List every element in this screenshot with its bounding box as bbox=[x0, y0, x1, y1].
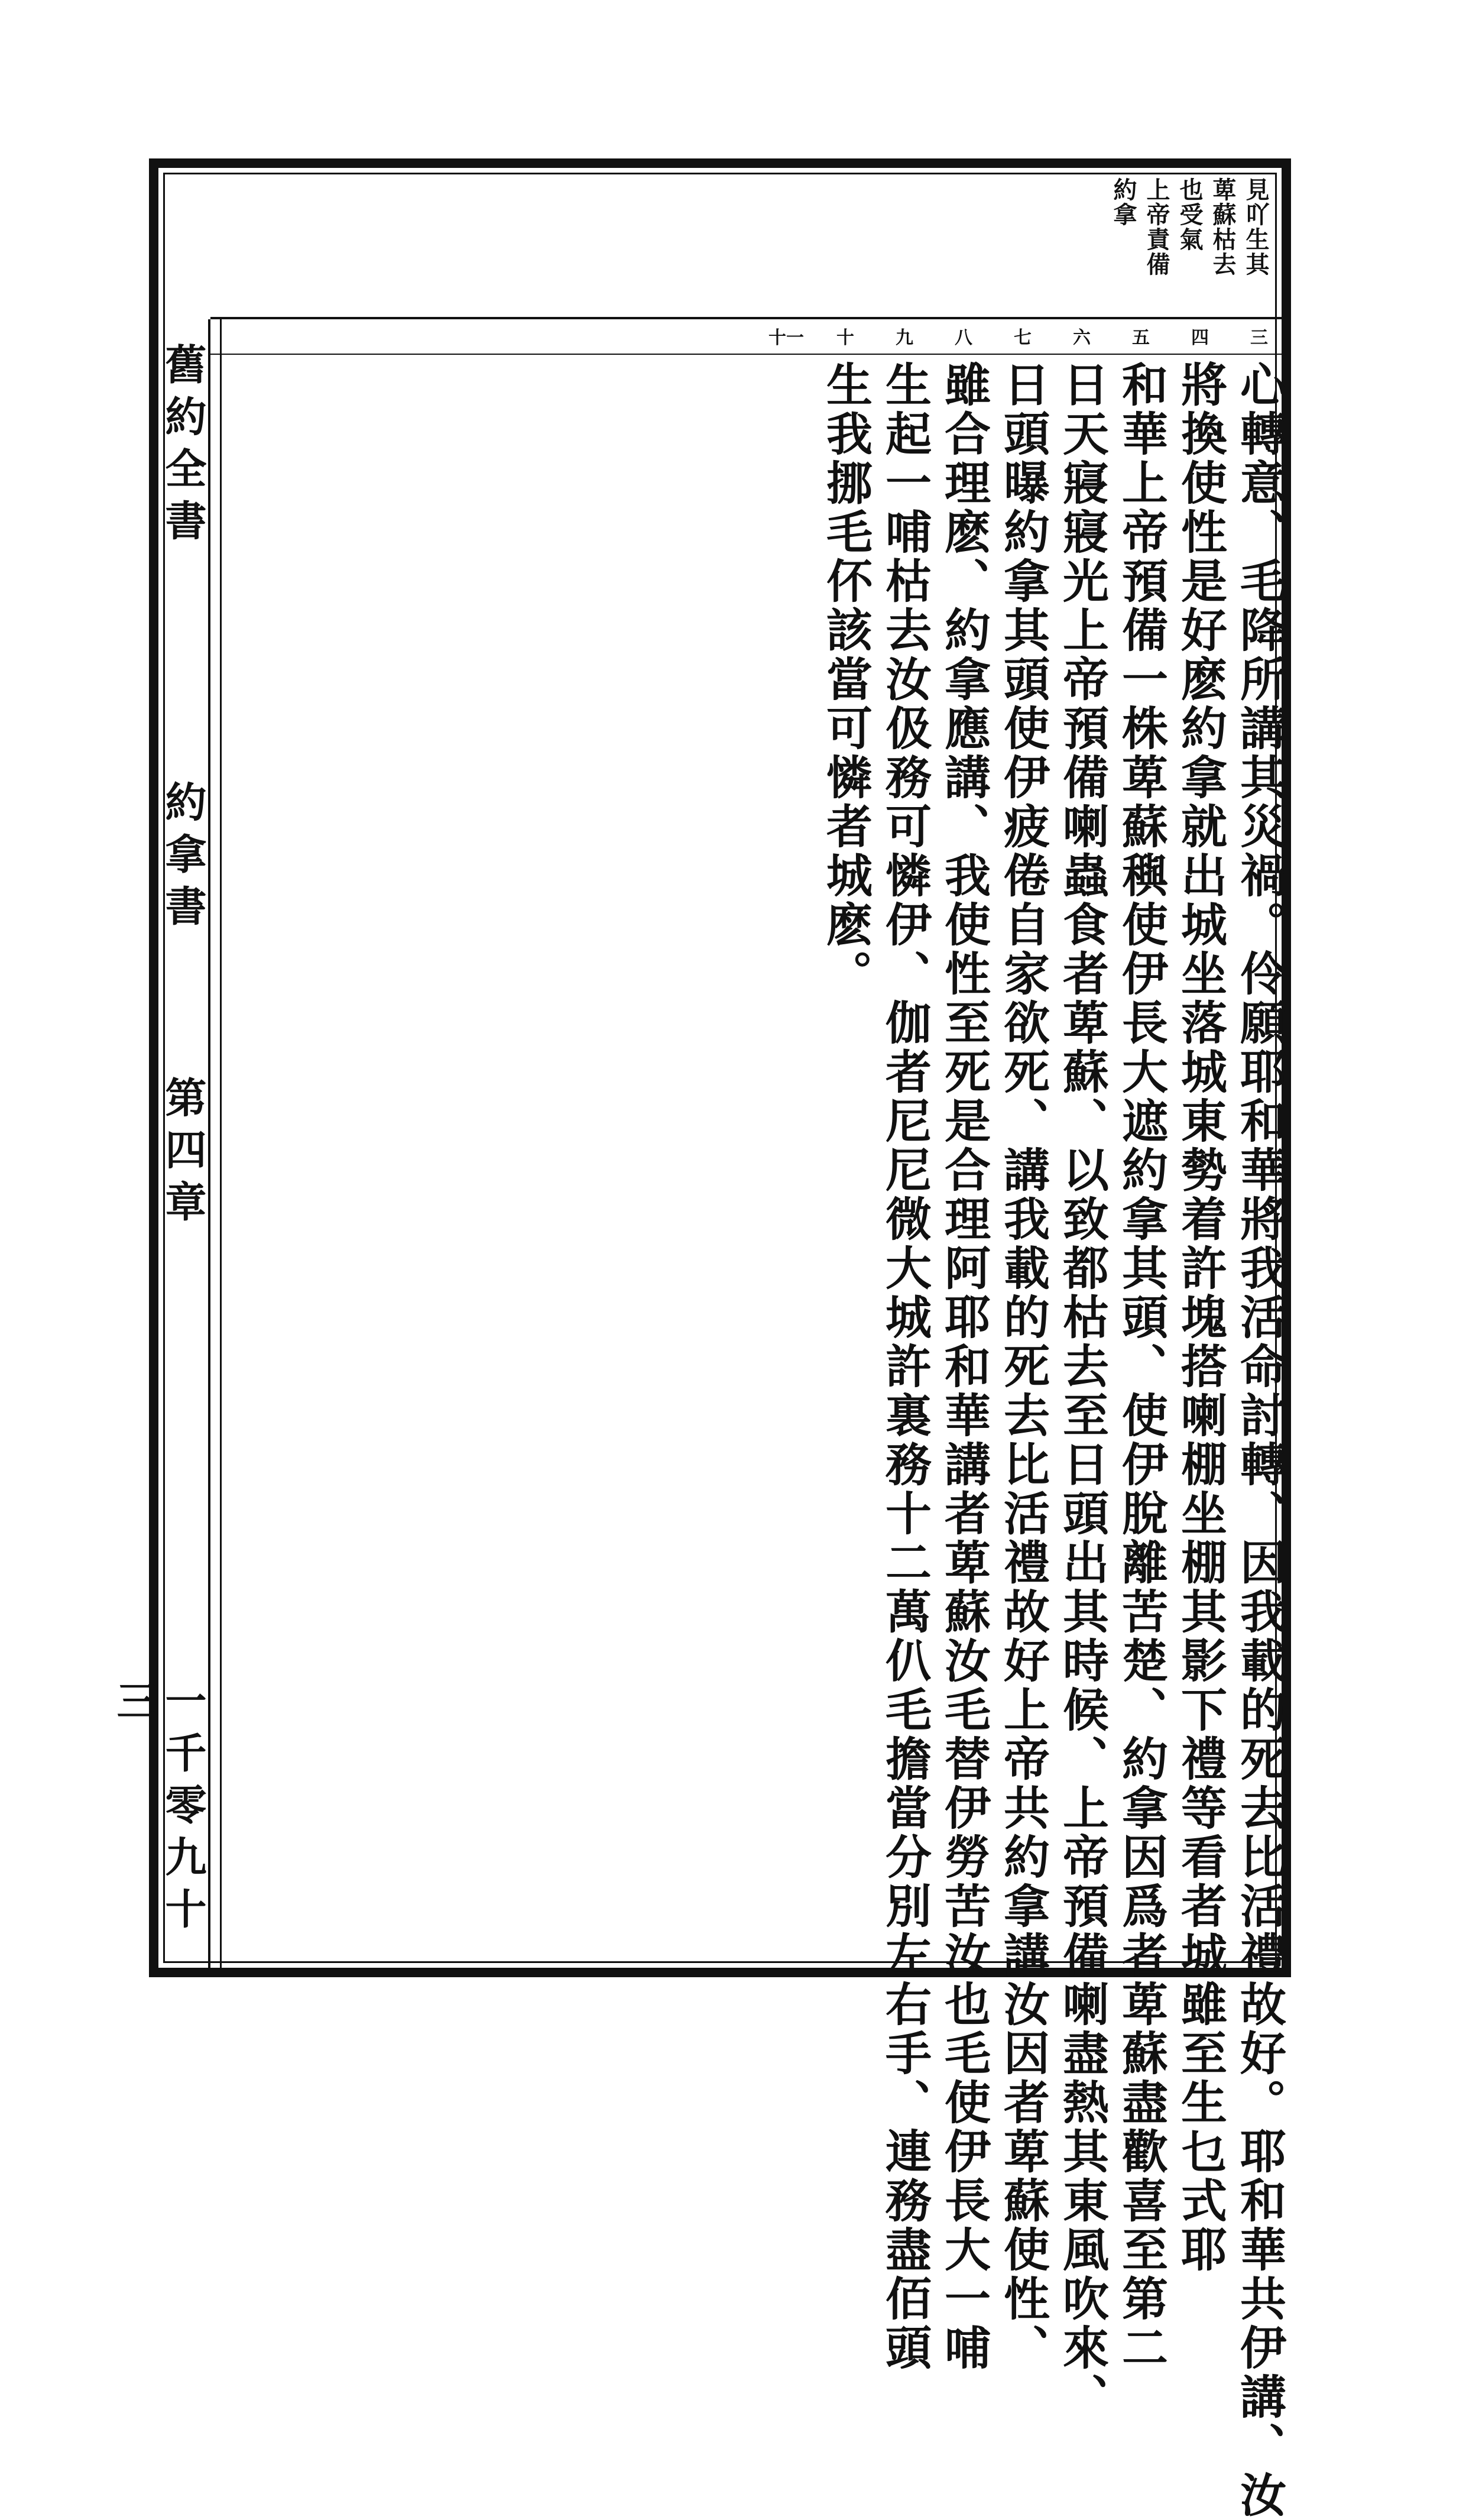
verse-number: 五 bbox=[1132, 328, 1150, 348]
verse-number-rule bbox=[210, 354, 1286, 355]
page-number: 一千零九十三 bbox=[110, 1679, 207, 1939]
verse-number: 六 bbox=[1073, 328, 1091, 348]
text-column: 生起一哺枯去汝伋務可憐伊、伽者尼尼微大城許裏務十二萬仈毛擔當分別左右手、連務盡佰頭 bbox=[878, 361, 932, 2373]
verse-number: 八 bbox=[955, 328, 972, 348]
margin-note: 約拿 bbox=[1110, 177, 1137, 227]
header-rule bbox=[210, 317, 1286, 319]
running-book: 約拿書 bbox=[158, 780, 207, 937]
gutter-rule-inner bbox=[220, 319, 222, 1969]
margin-notes bbox=[1108, 177, 1271, 307]
verse-number-row bbox=[757, 324, 1289, 354]
text-column: 將換使性是好麽約拿就出城坐落城東勢着許塊搭喇棚坐棚其影下禮等看者城雖至生乜式耶 bbox=[1173, 361, 1227, 2275]
gutter-rule bbox=[208, 319, 210, 1969]
verse-number: 四 bbox=[1191, 328, 1209, 348]
running-chapter: 第四章 bbox=[158, 1076, 207, 1232]
verse-number: 十一 bbox=[768, 328, 804, 348]
verse-number: 七 bbox=[1014, 328, 1032, 348]
margin-note: 也受氣 bbox=[1176, 177, 1204, 252]
margin-note: 見吖生其 bbox=[1242, 177, 1270, 277]
text-column: 雖合理麽、約拿應講、我使性至死是合理阿耶和華講者萆蘇汝毛替伊勞苦汝也毛使伊長大一哺 bbox=[937, 361, 991, 2373]
margin-note: 上帝責備 bbox=[1143, 177, 1170, 277]
margin-note: 萆蘇枯去 bbox=[1209, 177, 1237, 277]
main-text bbox=[816, 361, 1289, 2520]
text-column: 心轉意、毛降所講其災禍。伶願耶和華將我活命討轉、因我載的死去比活禮故好。耶和華共伊講、汝 bbox=[1233, 361, 1286, 2520]
verse-number: 十 bbox=[836, 328, 854, 348]
text-column: 日頭曝約拿其頭使伊疲倦自家欲死、講我載的死去比活禮故好上帝共約拿講汝因者萆蘇使性、 bbox=[996, 361, 1050, 2373]
verse-number: 三 bbox=[1250, 328, 1268, 348]
running-title: 舊約全書 bbox=[158, 343, 207, 551]
text-column: 和華上帝預備一株萆蘇穥使伊長大遮約拿其頭、使伊脫離苦楚、約拿因爲者萆蘇盡歡喜至第二 bbox=[1114, 361, 1168, 2373]
running-head bbox=[110, 337, 207, 1969]
verse-number: 九 bbox=[896, 328, 913, 348]
text-column: 日天寢寢光上帝預備喇蟲食者萆蘇、以致都枯去至日頭出其時候、上帝預備喇盡熱其東風吹來、 bbox=[1055, 361, 1109, 2422]
text-column: 生我挪毛伓該當可憐者城麽。 bbox=[819, 361, 873, 999]
